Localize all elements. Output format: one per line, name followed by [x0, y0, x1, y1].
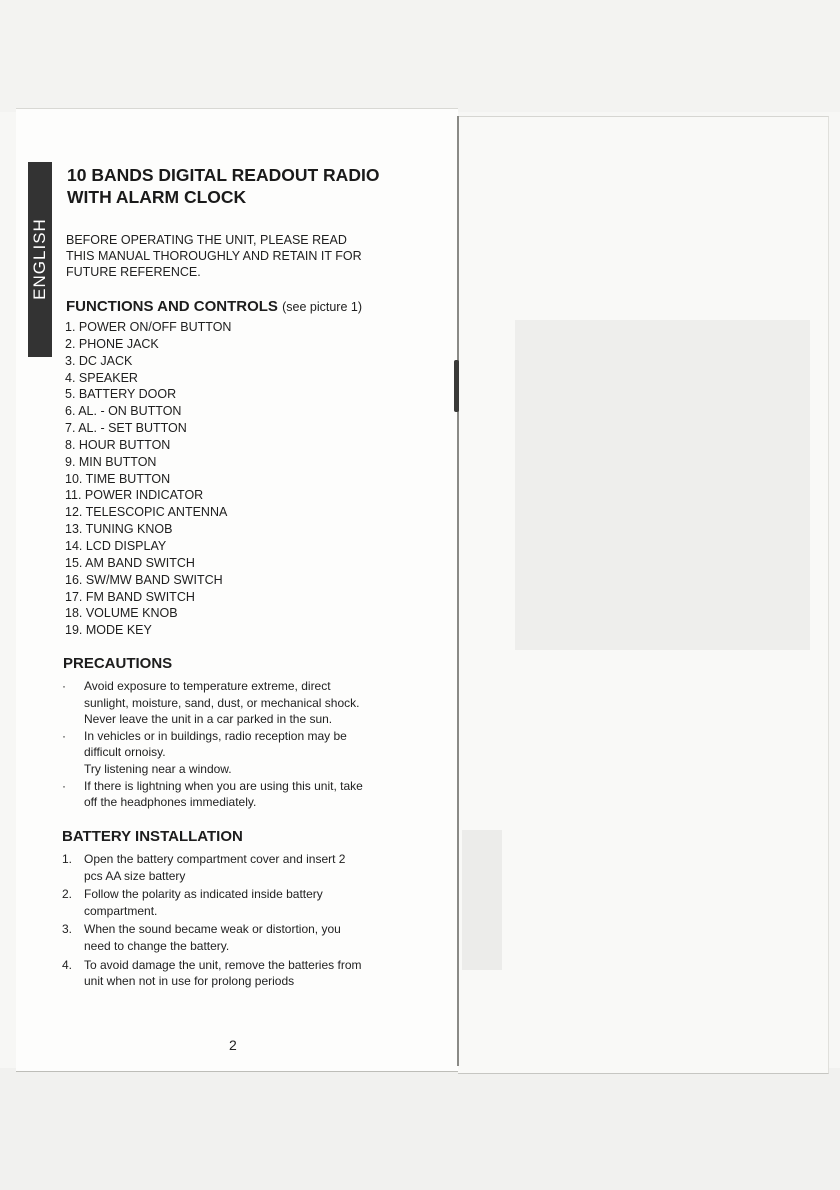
language-tab: [28, 162, 52, 357]
list-item-line: sunlight, moisture, sand, dust, or mechanical shock.: [84, 695, 360, 710]
list-item-line: compartment.: [84, 903, 158, 918]
list-item: 1. POWER ON/OFF BUTTON: [65, 320, 232, 334]
page-number: 2: [229, 1037, 237, 1053]
battery-heading: BATTERY INSTALLATION: [62, 828, 243, 845]
list-item: 9. MIN BUTTON: [65, 454, 157, 469]
page-fold: [457, 116, 459, 1066]
step-number: 2.: [62, 887, 73, 902]
list-item: [62, 957, 414, 990]
list-item-line: unit when not in use for prolong periods: [84, 974, 295, 989]
bleed-through-shade: [515, 320, 810, 650]
manual-title: [67, 164, 407, 208]
list-item: 17. FM BAND SWITCH: [65, 589, 195, 604]
precautions-heading: PRECAUTIONS: [63, 655, 173, 672]
step-number: 1.: [62, 852, 73, 866]
list-item-line: pcs AA size battery: [84, 868, 186, 883]
list-item: 19. MODE KEY: [65, 623, 152, 638]
list-item-line: Open the battery compartment cover and insert 2: [84, 852, 346, 866]
list-item: [62, 851, 414, 884]
list-item: 18. VOLUME KNOB: [65, 606, 178, 621]
precautions-list: [62, 678, 414, 811]
list-item: [62, 921, 414, 954]
list-item: [62, 886, 414, 919]
list-item: 11. POWER INDICATOR: [65, 488, 204, 503]
battery-steps-list: [62, 851, 414, 992]
list-item: 2. PHONE JACK: [65, 336, 159, 351]
list-item-line: need to change the battery.: [84, 938, 230, 953]
list-item-line: Follow the polarity as indicated inside battery: [84, 887, 323, 902]
scan-background-bottom: [0, 1068, 840, 1190]
list-item: 12. TELESCOPIC ANTENNA: [65, 505, 228, 520]
list-item: 16. SW/MW BAND SWITCH: [65, 572, 223, 587]
intro-line: BEFORE OPERATING THE UNIT, PLEASE READ: [66, 233, 347, 247]
list-item-line: off the headphones immediately.: [84, 795, 257, 810]
scan-background-top: [0, 0, 840, 112]
functions-list: [65, 319, 231, 639]
list-item: 7. AL. - SET BUTTON: [65, 421, 187, 436]
title-line: 10 BANDS DIGITAL READOUT RADIO: [67, 165, 380, 185]
list-item: 10. TIME BUTTON: [65, 471, 171, 486]
title-line: WITH ALARM CLOCK: [67, 187, 247, 207]
list-item: 8. HOUR BUTTON: [65, 437, 171, 452]
list-item-line: difficult ornoisy.: [84, 745, 166, 760]
list-item-line: When the sound became weak or distortion, you: [84, 922, 341, 937]
staple-mark: [454, 360, 459, 412]
list-item: 15. AM BAND SWITCH: [65, 555, 195, 570]
bullet-point: ·: [62, 778, 66, 793]
list-item: 5. BATTERY DOOR: [65, 387, 177, 402]
list-item: [62, 678, 414, 728]
list-item: 6. AL. - ON BUTTON: [65, 404, 182, 419]
functions-heading-note: (see picture 1): [282, 300, 363, 314]
list-item: 4. SPEAKER: [65, 370, 138, 385]
functions-heading-text: FUNCTIONS AND CONTROLS: [66, 298, 278, 315]
language-tab-label: ENGLISH: [30, 218, 49, 300]
list-item-line: In vehicles or in buildings, radio reception may be: [84, 728, 347, 743]
list-item-line: Never leave the unit in a car parked in the sun.: [84, 712, 333, 727]
list-item: 13. TUNING KNOB: [65, 522, 173, 537]
intro-line: THIS MANUAL THOROUGHLY AND RETAIN IT FOR: [66, 249, 362, 263]
intro-line: FUTURE REFERENCE.: [66, 265, 201, 279]
step-number: 3.: [62, 922, 73, 937]
list-item: [62, 778, 414, 811]
list-item-line: Try listening near a window.: [84, 761, 232, 776]
list-item-line: If there is lightning when you are using this unit, take: [84, 778, 363, 793]
functions-heading: [66, 298, 362, 315]
bullet-point: ·: [62, 728, 66, 743]
bullet-point: ·: [62, 679, 66, 693]
list-item: [62, 728, 414, 778]
list-item: 14. LCD DISPLAY: [65, 538, 167, 553]
step-number: 4.: [62, 957, 73, 972]
intro-notice: [66, 232, 396, 280]
list-item-line: To avoid damage the unit, remove the batteries from: [84, 957, 362, 972]
list-item: 3. DC JACK: [65, 353, 133, 368]
bleed-through-strip: [462, 830, 502, 970]
list-item-line: Avoid exposure to temperature extreme, direct: [84, 679, 331, 693]
